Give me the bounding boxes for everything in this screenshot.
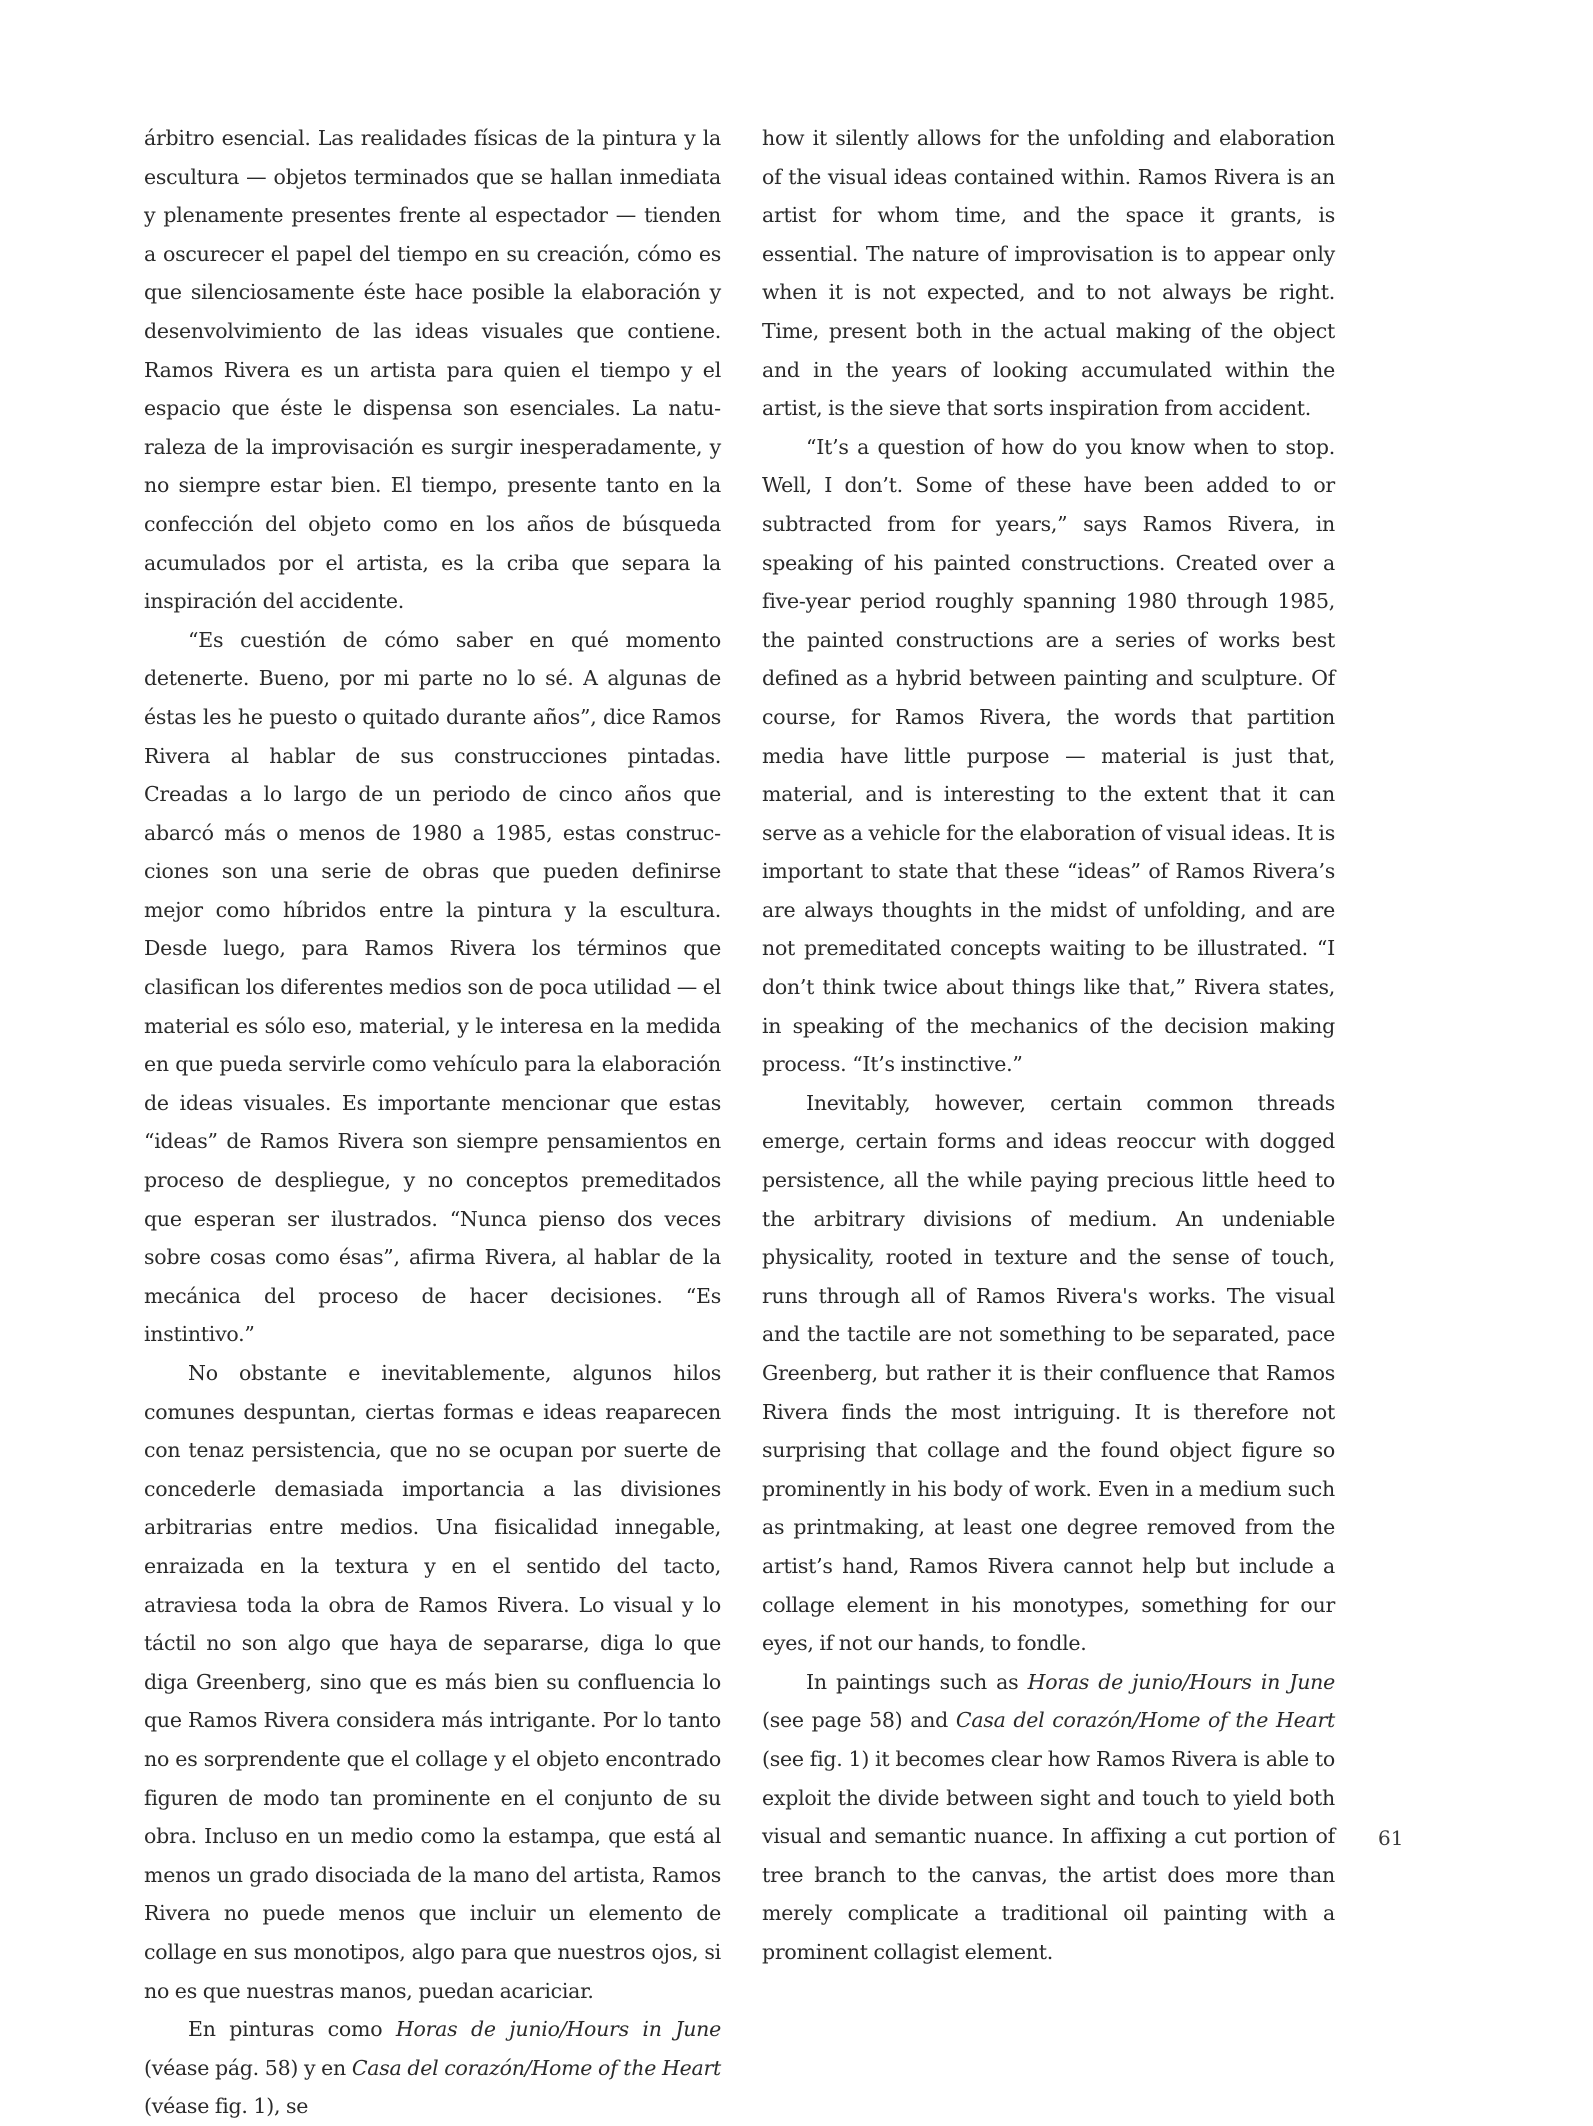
paragraph-es-4-text-c: (véase fig. 1), se bbox=[144, 2094, 309, 2119]
paragraph-en-1: how it silently allows for the unfolding and elaboration of the visual ideas contained within. Ramos Rivera is an artist for whom time, and the space it grants, is essential. The nature of improvisation is to appear only when it is not expected, and to not always be right. Time, present both in the actual making of the object and in the years of looking accumulated within the artist, is the sieve that sorts inspiration from accident. bbox=[762, 126, 1335, 421]
artwork-title-home-of-the-heart-es: Casa del corazón/Home of the Heart bbox=[351, 2055, 722, 2080]
paragraph-en-3: Inevitably, however, certain common threads emerge, certain forms and ideas reoccur with dogged persistence, all the while paying precious little heed to the arbitrary divisions of medium. An undeniable physicality, rooted in texture and the sense of touch, runs through all of Ramos Rivera's works. The visual and the tactile are not something to be separated, pace Greenberg, but rather it is their confluence that Ramos Rivera finds the most intriguing. It is therefore not surprising that collage and the found object figure so prominently in his body of work. Even in a medium such as printmaking, at least one degree removed from the artist’s hand, Ramos Rivera cannot help but include a collage element in his monotypes, something for our eyes, if not our hands, to fondle. bbox=[762, 1090, 1335, 1656]
paragraph-es-3: No obstante e inevitablemente, algunos hilos comunes despuntan, ciertas formas e ideas reaparecen con tenaz persistencia, que no se ocupan por suerte de concederle demasiada importancia a las divisiones arbitrarias entre medios. Una fisicalidad innegable, enraizada en la textura y en el sentido del tacto, atraviesa toda la obra de Ramos Rivera. Lo visual y lo táctil no son algo que haya de separarse, diga lo que diga Greenberg, sino que es más bien su confluencia lo que Ramos Rivera considera más intrigante. Por lo tanto no es sorprendente que el collage y el objeto encontrado figuren de modo tan prominente en el conjunto de su obra. Incluso en un medio como la estampa, que está al menos un grado disociada de la mano del artista, Ramos Rivera no puede menos que incluir un elemento de collage en sus monotipos, algo para que nuestros ojos, si no es que nuestras manos, puedan acariciar. bbox=[144, 1361, 721, 2003]
paragraph-en-4-text-a: In paintings such as bbox=[806, 1669, 1028, 1694]
paragraph-es-4-text-a: En pinturas como bbox=[188, 2017, 396, 2042]
page-number: 61 bbox=[1378, 1826, 1404, 1850]
spanish-text-column bbox=[144, 119, 721, 2126]
artwork-title-home-of-the-heart-en: Casa del corazón/Home of the Heart bbox=[955, 1708, 1336, 1733]
artwork-title-hours-in-june-en: Horas de junio/Hours in June bbox=[1027, 1669, 1336, 1694]
paragraph-es-1: árbitro esencial. Las realidades físicas de la pintura y la escultura — objetos terminados que se hallan inmediata y plenamente presentes frente al espectador — tienden a oscurecer el papel del tiempo en su creación, cómo es que silenciosamente éste hace posible la elaboración y desenvolvimiento de las ideas visuales que contiene. Ramos Rivera es un artista para quien el tiempo y el espacio que éste le dispensa son esenciales. La naturaleza de la improvisación es surgir inesperadamente, y no siempre estar bien. El tiempo, presente tanto en la confección del objeto como en los años de búsqueda acumulados por el artista, es la criba que separa la inspiración del accidente. bbox=[144, 126, 721, 614]
paragraph-es-2: “Es cuestión de cómo saber en qué momento detenerte. Bueno, por mi parte no lo sé. A algunas de éstas les he puesto o quitado durante años”, dice Ramos Rivera al hablar de sus construcciones pintadas. Creadas a lo largo de un periodo de cinco años que abarcó más o menos de 1980 a 1985, estas construcciones son una serie de obras que pueden definirse mejor como híbridos entre la pintura y la escultura. Desde luego, para Ramos Rivera los términos que clasifican los diferentes medios son de poca utilidad — el material es sólo eso, material, y le interesa en la medida en que pueda servirle como vehículo para la elaboración de ideas visuales. Es importante mencionar que estas “ideas” de Ramos Rivera son siempre pensamientos en proceso de despliegue, y no conceptos premeditados que esperan ser ilustrados. “Nunca pienso dos veces sobre cosas como ésas”, afirma Rivera, al hablar de la mecánica del proceso de hacer decisiones. “Es instintivo.” bbox=[144, 627, 721, 1347]
paragraph-en-4 bbox=[762, 1663, 1335, 1972]
paragraph-es-4-text-b: (véase pág. 58) y en bbox=[144, 2055, 352, 2080]
paragraph-es-4 bbox=[144, 2010, 721, 2126]
paragraph-en-4-text-c: (see fig. 1) it becomes clear how Ramos Rivera is able to exploit the divide between sight and touch to yield both visual and semantic nuance. In affixing a cut portion of tree branch to the canvas, the artist does more than merely complicate a traditional oil painting with a prominent collagist element. bbox=[762, 1746, 1335, 1964]
artwork-title-hours-in-june-es: Horas de junio/Hours in June bbox=[395, 2017, 722, 2042]
paragraph-en-2: “It’s a question of how do you know when to stop. Well, I don’t. Some of these have been added to or subtracted from for years,” says Ramos Rivera, in speaking of his painted constructions. Created over a five-year period roughly spanning 1980 through 1985, the painted constructions are a series of works best defined as a hybrid between painting and sculpture. Of course, for Ramos Rivera, the words that partition media have little purpose — material is just that, material, and is interesting to the extent that it can serve as a vehicle for the elaboration of visual ideas. It is important to state that these “ideas” of Ramos Rivera’s are always thoughts in the midst of unfolding, and are not premeditated concepts waiting to be illustrated. “I don’t think twice about things like that,” Rivera states, in speaking of the mechanics of the decision making process. “It’s instinctive.” bbox=[762, 434, 1335, 1077]
paragraph-en-4-text-b: (see page 58) and bbox=[762, 1708, 956, 1733]
english-text-column bbox=[762, 119, 1335, 1972]
